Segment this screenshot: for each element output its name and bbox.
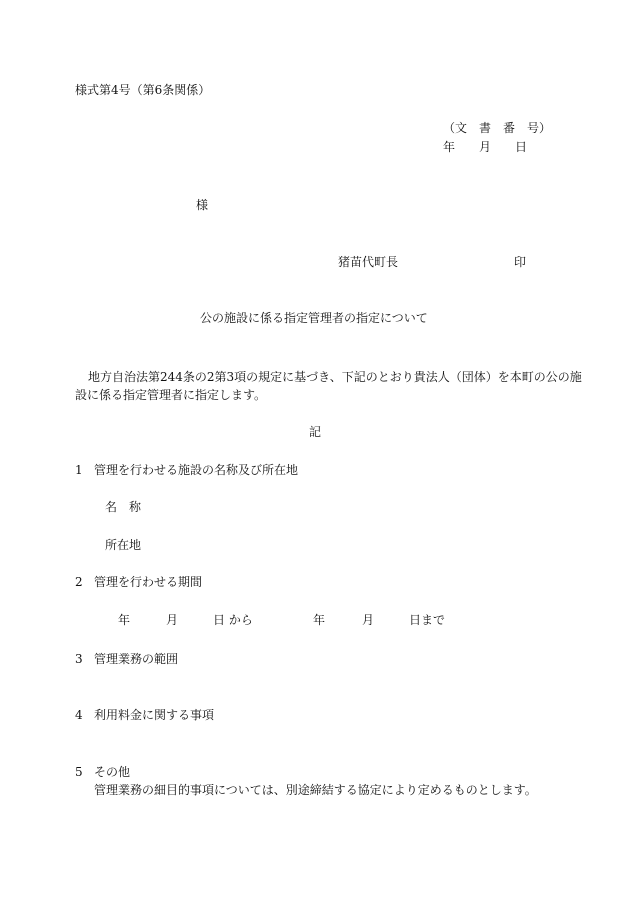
facility-location-label: 所在地 — [105, 538, 142, 552]
document-number: （文 書 番 号） — [443, 121, 552, 135]
body-line-2: 設に係る指定管理者に指定します。 — [75, 388, 267, 402]
item-2-number: 2 — [75, 575, 83, 589]
item-4-number: 4 — [75, 708, 83, 722]
issuer: 猪苗代町長 — [338, 255, 399, 269]
item-5-number: 5 — [75, 765, 83, 779]
ki-heading: 記 — [309, 425, 322, 439]
addressee-suffix: 様 — [196, 198, 209, 212]
period-start-month: 月 — [166, 613, 179, 627]
period-start-year: 年 — [118, 613, 131, 627]
item-3-number: 3 — [75, 652, 83, 666]
document-title: 公の施設に係る指定管理者の指定について — [200, 311, 428, 325]
date: 年 月 日 — [443, 140, 528, 154]
period-end-day: 日まで — [409, 613, 446, 627]
body-line-1: 地方自治法第244条の2第3項の規定に基づき、下記のとおり貴法人（団体）を本町の公の施 — [88, 370, 582, 384]
period-start-day: 日 から — [213, 613, 253, 627]
item-1-number: 1 — [75, 463, 83, 477]
item-5-label: その他 — [94, 765, 131, 779]
item-4-label: 利用料金に関する事項 — [94, 708, 215, 722]
item-2-label: 管理を行わせる期間 — [94, 575, 203, 589]
seal: 印 — [514, 255, 527, 269]
facility-name-label: 名 称 — [105, 500, 142, 514]
period-end-month: 月 — [362, 613, 375, 627]
form-number: 様式第4号（第6条関係） — [75, 83, 211, 97]
period-end-year: 年 — [313, 613, 326, 627]
item-1-label: 管理を行わせる施設の名称及び所在地 — [94, 463, 299, 477]
item-3-label: 管理業務の範囲 — [94, 652, 179, 666]
other-text: 管理業務の細目的事項については、別途締結する協定により定めるものとします。 — [94, 783, 537, 797]
